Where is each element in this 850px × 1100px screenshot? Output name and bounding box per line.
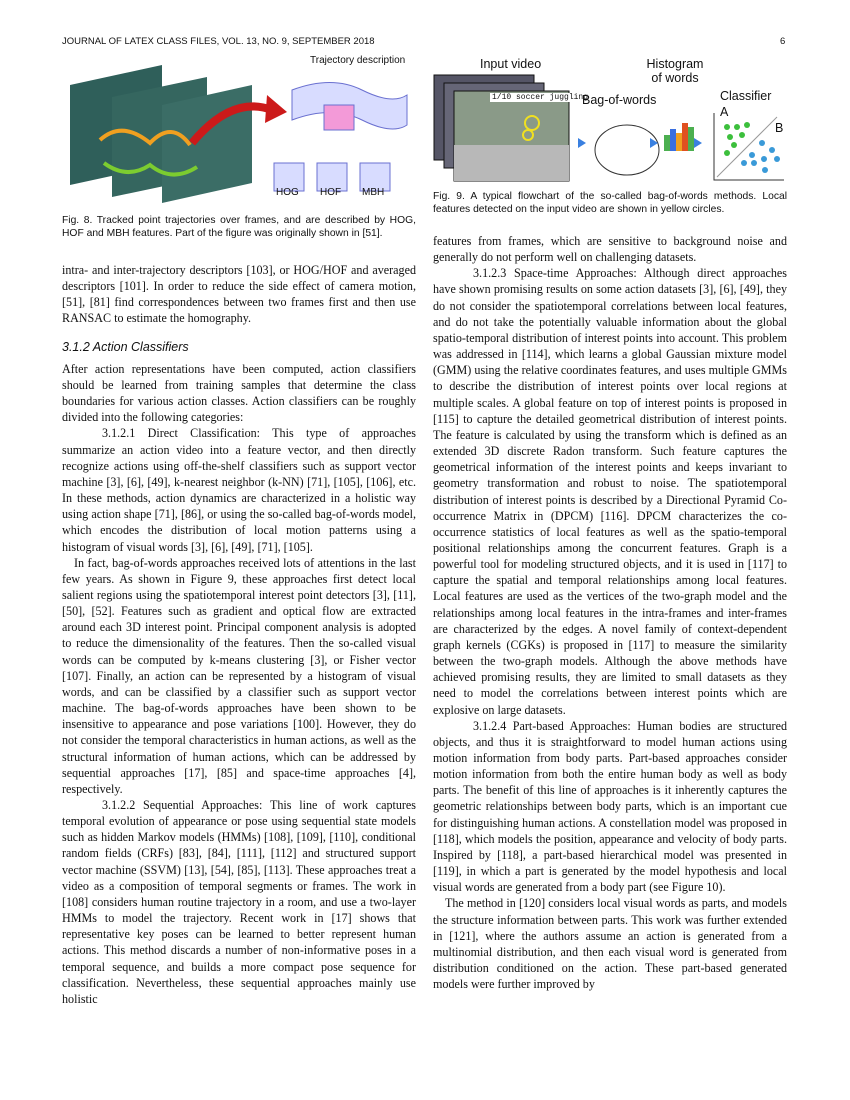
histogram-label: Histogram of words	[646, 57, 704, 85]
paragraph: 3.1.2.2 Sequential Approaches: This line of work captures temporal evolution of appearance or pose using sequential state models such as hidden Markov models (HMMs) [108], [109], [110], conditional random fields (CRFs) [83], [84], [111], [112] and structured support vector machine (SSVM) [13], [54], [85], [113]. These approaches treat a video as a composition of temporal segments or frames. The work in [108] considers human routine trajectory in a room, and use a two-layer HMMs to model the trajectory. Recent work in [17] shows that representative key poses can be learned to better represent human actions. This method discards a number of non-informative poses in a temporal sequence, and builds a more compact pose sequence for classification. Nevertheless, these sequential approaches mainly use holistic	[62, 798, 416, 1006]
paragraph: The method in [120] considers local visual words as parts, and models the structure information between parts. This work was further extended in [121], where the authors assume an action is generated from a multinomial distribution, and then each visual word is generated from distribution conditioned on the action. These part-based generated models were further improved by	[433, 896, 787, 992]
paragraph: features from frames, which are sensitive to background noise and generally do not perform well on challenging datasets.	[433, 234, 787, 265]
right-column	[433, 233, 787, 992]
frame-label: 1/10 soccer juggling	[492, 93, 589, 102]
figure-8	[62, 55, 417, 205]
paragraph: In fact, bag-of-words approaches received lots of attentions in the last few years. As shown in Figure 9, these approaches first detect local salient regions using the spatiotemporal interest point detectors [3], [11], [50], [52]. Features such as gradient and optical flow are extracted around each 3D interest point. Principal component analysis is adopted to reduce the dimensionality of the features. Then the so-called visual words can be computed by k-means clustering [3], or Fisher vector [107]. Finally, an action can be represented by a histogram of visual words, and can be classified by a classifier such as support vector machine. The bag-of-words approaches have been shown to be insensitive to appearance and pose variations [100]. However, they do not consider the temporal characteristics in human actions, as well as the structural information of human actions, which can be addressed by sequential approaches [17], [85] and space-time approaches [4], respectively.	[62, 555, 416, 796]
bag-of-words-label: Bag-of-words	[582, 93, 657, 107]
class-a-label: A	[720, 105, 729, 119]
left-column	[62, 262, 416, 1007]
hog-label: HOG	[276, 187, 299, 198]
hof-label: HOF	[320, 187, 342, 198]
input-video-label: Input video	[480, 57, 542, 71]
paragraph: 3.1.2.4 Part-based Approaches: Human bodies are structured objects, and thus it is straightforward to model human actions using motion information from body parts. Part-based approaches consider motion information from both the entire human body as well as body parts. The benefit of this line of approaches is it inherently captures the geometric relationships between body parts, which is an important cue for distinguishing human actions. A constellation model was proposed in [118], which models the position, appearance and velocity of body parts. Inspired by [118], a part-based hierarchical model was presented in [119], in which a part is generated by the model hypothesis and local visual words are generated from a body part (see Figure 10).	[433, 718, 787, 895]
bag-of-words-flowchart	[432, 55, 787, 185]
figure-title: Trajectory description	[310, 55, 406, 66]
figure-9	[432, 55, 787, 185]
trajectory-illustration	[62, 55, 417, 205]
paragraph: 3.1.2.1 Direct Classification: This type of approaches summarize an action video into a feature vector, and then directly recognize actions using off-the-shelf classifiers such as support vector machine [3], [6], [49], k-nearest neighbor (k-NN) [71], [105], [106], etc. In these methods, action dynamics are characterized in a holistic way using action shape [71], [86], or using the so-called bag-of-words model, which encodes the distribution of local motion patterns using a histogram of visual words [3], [6], [49], [71], [105].	[62, 426, 416, 554]
running-header: JOURNAL OF LATEX CLASS FILES, VOL. 13, NO. 9, SEPTEMBER 2018	[62, 36, 375, 47]
figure-9-caption: Fig. 9. A typical flowchart of the so-called bag-of-words methods. Local features detected on the input video are shown in yellow circles.	[433, 191, 787, 215]
page-number: 6	[780, 36, 786, 47]
paragraph: After action representations have been computed, action classifiers should be learned from training samples that determine the class boundaries for various action classes. Action classifiers can be roughly divided into the following categories:	[62, 361, 416, 425]
mbh-label: MBH	[362, 187, 385, 198]
paragraph: 3.1.2.3 Space-time Approaches: Although direct approaches have shown promising results on some action datasets [3], [6], [49], they do not consider the spatiotemporal correlations between local features, and do not take the potentially valuable information about the global spatio-temporal distribution of interest points into account. This problem was addressed in [114], which learns a global Gaussian mixture model (GMM) using the relative coordinates features, and uses multiple GMMs to describe the distribution of interest points over local regions at multiple scales. A global feature on top of interest points is proposed in [115] to capture the detailed geometrical distribution of interest points. The feature is calculated by using the transform which is defined as an extended 3D discrete Radon transform. Such feature captures the geometrical information of the interest points and keeps invariant to geometry transformation and robust to noise. The spatiotemporal distribution of interest points is described by a Directional Pyramid Co-occurrence Matrix in (DPCM) [116]. DPCM characterizes the co-occurrence statistics of local features as well as the spatio-temporal positional relationships among the concurrent features. Graph is a powerful tool for modeling structured objects, and it is used in [117] to capture the spatial and temporal relationships among local features. Local features are used as the vertices of the two-graph model and the relationships among local features in the intra-frames and inter-frames are characterized by the edges. A novel family of context-dependent graph kernels (CGKs) is proposed in [117] to measure the similarity between the two-graph models. Although the above methods have achieved promising results, they are limited to small datasets as they need to model the correlations between interest points which are explosive on large datasets.	[433, 266, 787, 717]
section-heading: 3.1.2 Action Classifiers	[62, 339, 189, 354]
classifier-label: Classifier	[720, 89, 772, 103]
figure-8-caption: Fig. 8. Tracked point trajectories over frames, and are described by HOG, HOF and MBH features. Part of the figure was originally shown in [51].	[62, 215, 416, 239]
paragraph: intra- and inter-trajectory descriptors [103], or HOG/HOF and averaged descriptors [101]. In order to reduce the side effect of camera motion, [51], [81] find correspondences between two frames first and then use RANSAC to estimate the homography.	[62, 263, 416, 326]
class-b-label: B	[775, 121, 784, 135]
